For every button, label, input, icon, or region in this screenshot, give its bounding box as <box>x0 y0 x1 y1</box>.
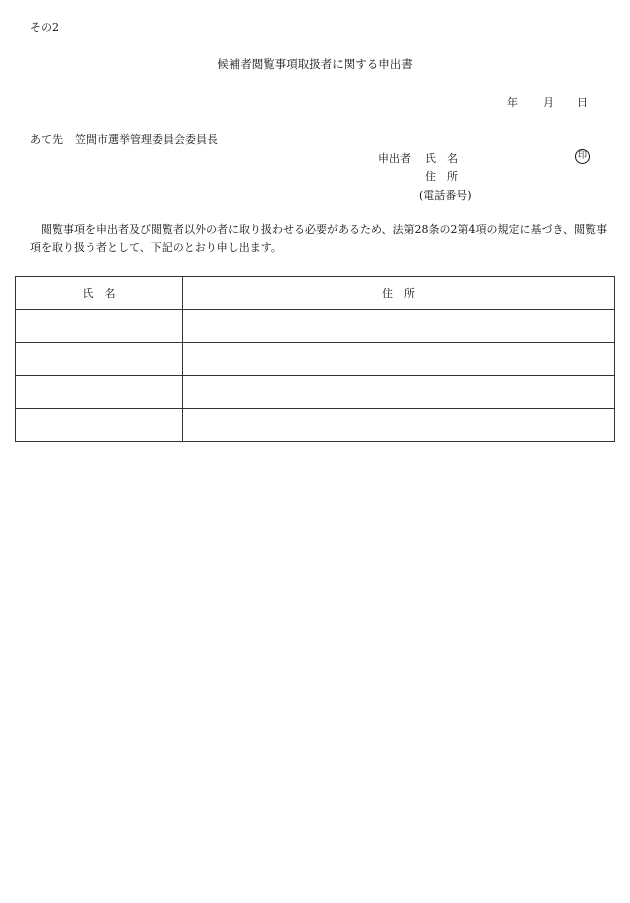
name-cell[interactable] <box>16 409 183 442</box>
table-row <box>16 376 615 409</box>
date-month-label: 月 <box>543 96 554 109</box>
address-cell[interactable] <box>183 409 615 442</box>
document-title: 候補者閲覧事項取扱者に関する申出書 <box>217 57 413 71</box>
table-row <box>16 343 615 376</box>
column-header-address: 住 所 <box>183 277 615 310</box>
name-cell[interactable] <box>16 376 183 409</box>
handler-table <box>15 276 615 442</box>
table-row <box>16 409 615 442</box>
address-cell[interactable] <box>183 376 615 409</box>
form-number: その2 <box>30 21 59 34</box>
seal-mark: 印 <box>575 149 590 164</box>
address-cell[interactable] <box>183 310 615 343</box>
address-cell[interactable] <box>183 343 615 376</box>
column-header-name: 氏 名 <box>16 277 183 310</box>
body-text: 閲覧事項を申出者及び閲覧者以外の者に取り扱わせる必要があるため、法第28条の2第4項の規定に基づき、閲覧事項を取り扱う者として、下記のとおり申し出ます。 <box>30 223 608 254</box>
addressee-label: あて先 <box>30 133 63 146</box>
applicant-label: 申出者 <box>378 152 411 165</box>
date-year-label: 年 <box>507 96 518 109</box>
applicant-phone-label: (電話番号) <box>419 189 472 202</box>
applicant-address-label: 住 所 <box>425 170 458 183</box>
table-row <box>16 310 615 343</box>
name-cell[interactable] <box>16 310 183 343</box>
addressee <box>30 131 218 147</box>
name-cell[interactable] <box>16 343 183 376</box>
date-day-label: 日 <box>577 96 588 109</box>
addressee-name: 笠間市選挙管理委員会委員長 <box>75 133 218 146</box>
applicant-name-label: 氏 名 <box>425 152 458 165</box>
table-header-row <box>16 277 615 310</box>
